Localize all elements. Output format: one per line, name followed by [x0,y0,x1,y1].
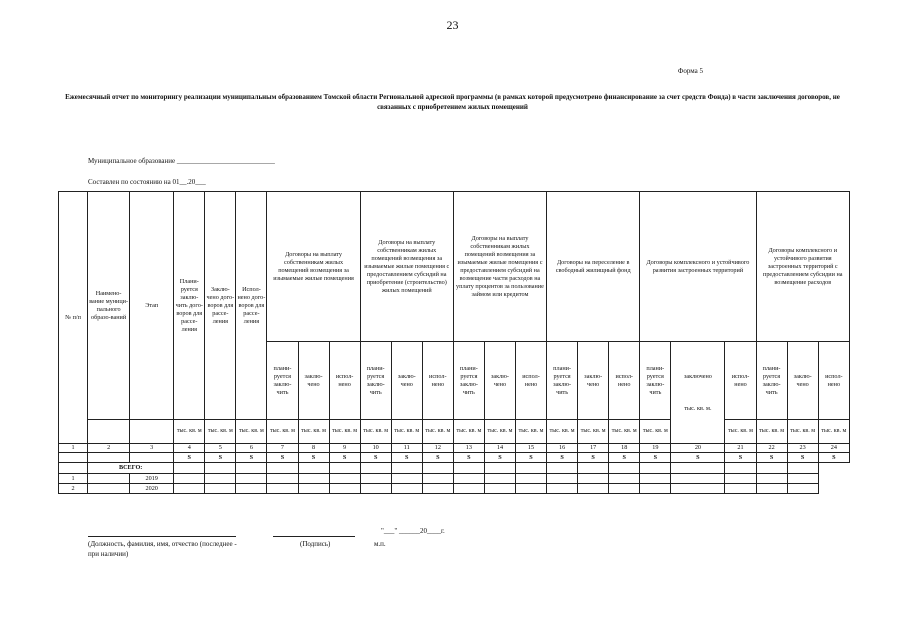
empty-cell [640,463,671,474]
empty-cell [267,463,298,474]
position-signature-line [88,536,236,537]
sym-cell: S [360,453,391,463]
sub-executed: испол-нено [515,342,546,420]
unit-cell: тыс. кв. м [515,420,546,444]
sub-planned: плани-руется заклю-чить [453,342,484,420]
sym-cell: S [205,453,236,463]
col-number: 23 [787,444,818,453]
unit-text: тыс. кв. м. [684,404,712,412]
sym-cell: S [329,453,360,463]
col-number: 14 [484,444,515,453]
empty-cell [298,484,329,494]
empty-cell [360,463,391,474]
sub-concluded: заклю-чено [484,342,515,420]
col-number: 16 [547,444,578,453]
sym-cell: S [756,453,787,463]
col-number: 17 [578,444,609,453]
col-number: 1 [59,444,88,453]
empty-cell [671,463,725,474]
unit-cell: тыс. кв. м [174,420,205,444]
col-number: 8 [298,444,329,453]
sym-cell: S [578,453,609,463]
sym-cell: S [818,453,849,463]
empty-cell [88,484,130,494]
sym-cell: S [422,453,453,463]
sym-cell: S [609,453,640,463]
unit-cell: тыс. кв. м [787,420,818,444]
row-stage: 2019 [130,474,174,484]
empty-cell [725,484,756,494]
sym-cell: S [453,453,484,463]
col-number: 7 [267,444,298,453]
date-field: "___" ______20____г. [381,527,445,535]
col-number: 11 [391,444,422,453]
empty-cell [174,484,205,494]
unit-cell: тыс. кв. м [547,420,578,444]
row-number: 1 [59,474,88,484]
header-group-4: Договоры на переселение в свободный жилищный фонд [547,192,640,342]
unit-cell: тыс. кв. м [453,420,484,444]
empty-cell [174,463,205,474]
unit-cell: тыс. кв. м [818,420,849,444]
sub-concluded: заклю-чено [391,342,422,420]
position-label-2: при наличии) [88,550,129,558]
unit-cell: тыс. кв. м [236,420,267,444]
empty-cell [787,474,818,484]
empty-cell [578,463,609,474]
empty-cell [453,463,484,474]
empty-cell [453,474,484,484]
empty-cell [547,474,578,484]
unit-cell: тыс. кв. м [267,420,298,444]
empty-cell [298,463,329,474]
empty-cell [360,474,391,484]
col-number: 21 [725,444,756,453]
sym-cell: S [267,453,298,463]
sub-planned: плани-руется заклю-чить [360,342,391,420]
sym-cell: S [725,453,756,463]
report-table [58,191,850,494]
sym-cell: S [174,453,205,463]
header-executed: Испол-нено дого-воров для рассе-ления [236,192,267,420]
empty-cell [205,474,236,484]
empty-cell [88,474,130,484]
sub-concluded: заклю-чено [298,342,329,420]
sub-planned: плани-руется заклю-чить [547,342,578,420]
sign-label: (Подпись) [300,540,331,548]
sym-cell: S [547,453,578,463]
municipality-line: Муниципальное образование ____________________________ [88,157,275,165]
empty-cell [391,484,422,494]
empty-cell [787,463,818,474]
empty-cell [236,484,267,494]
sub-executed: испол-нено [609,342,640,420]
unit-cell: тыс. кв. м [298,420,329,444]
empty-cell [640,474,671,484]
unit-cell: тыс. кв. м [609,420,640,444]
sub-planned: плани-руется заклю-чить [756,342,787,420]
col-number: 15 [515,444,546,453]
sub-executed: испол-нено [725,342,756,420]
sub-planned: плани-руется заклю-чить [267,342,298,420]
stamp-label: м.п. [374,540,386,548]
blank-cell [88,420,130,444]
empty-cell [422,484,453,494]
state-date-line: Составлен по состоянию на 01__.20___ [88,178,206,186]
col-number: 19 [640,444,671,453]
sub-concluded: заклю-чено [578,342,609,420]
sym-cell: S [236,453,267,463]
empty-cell [756,463,787,474]
sym-cell: S [298,453,329,463]
blank-cell [130,453,174,463]
unit-cell: тыс. кв. м [640,420,671,444]
col-number: 20 [671,444,725,453]
empty-cell [422,474,453,484]
unit-cell: тыс. кв. м [205,420,236,444]
sym-cell: S [484,453,515,463]
empty-cell [484,463,515,474]
col-number: 12 [422,444,453,453]
empty-cell [329,484,360,494]
empty-cell [267,474,298,484]
empty-cell [609,463,640,474]
empty-cell [236,474,267,484]
empty-cell [515,474,546,484]
empty-cell [360,484,391,494]
blank-cell [88,453,130,463]
unit-cell: тыс. кв. м [484,420,515,444]
empty-cell [578,474,609,484]
empty-cell [205,463,236,474]
unit-cell: тыс. кв. м [391,420,422,444]
blank-cell [59,463,88,474]
unit-cell: тыс. кв. м [360,420,391,444]
header-group-1: Договоры на выплату собственникам жилых помещений возмещения за изымаемые жилые помещения [267,192,360,342]
col-number: 9 [329,444,360,453]
empty-cell [547,463,578,474]
empty-cell [671,484,725,494]
empty-cell [236,463,267,474]
unit-cell: тыс. кв. м [756,420,787,444]
col-number: 18 [609,444,640,453]
header-group-3: Договоры на выплату собственникам жилых помещений возмещения за изымаемые жилые помещения с предоставлением субсидий на возмещение части расходов на уплату процентов за пользование займом или кредитом [453,192,546,342]
sub-planned: плани-руется заклю-чить [640,342,671,420]
col-number: 6 [236,444,267,453]
header-concluded: Заклю-чено дого-воров для рассе-ления [205,192,236,420]
header-group-2: Договоры на выплату собственникам жилых помещений возмещения за изымаемые жилые помещения с предоставлением субсидий на приобретение (строительство) жилых помещений [360,192,453,342]
empty-cell [578,484,609,494]
empty-cell [725,463,756,474]
header-group-5: Договоры комплексного и устойчивого развития застроенных территорий [640,192,756,342]
col-number: 4 [174,444,205,453]
sub-executed: испол-нено [422,342,453,420]
empty-cell [329,474,360,484]
col-number: 5 [205,444,236,453]
empty-cell [205,484,236,494]
row-stage: 2020 [130,484,174,494]
sym-cell: S [787,453,818,463]
report-title: Ежемесячный отчет по мониторингу реализации муниципальным образованием Томской области Региональной адресной программы (в рамках которой предусмотрено финансирование за счет средств Фонда) в части заключения договоров, не связанных с приобретением жилых помещений [65,93,840,111]
col-number: 10 [360,444,391,453]
sym-cell: S [671,453,725,463]
empty-cell [298,474,329,484]
header-stage: Этап [130,192,174,420]
header-planned: Плани-руется заклю-чить дого-воров для рассе-ления [174,192,205,420]
unit-cell: тыс. кв. м [578,420,609,444]
empty-cell [515,484,546,494]
header-name: Наимено-вание муници-пального образо-ваний [88,192,130,420]
empty-cell [453,484,484,494]
sym-cell: S [515,453,546,463]
total-label: ВСЕГО: [88,463,174,474]
col-number: 24 [818,444,849,453]
col-number: 22 [756,444,787,453]
col-number: 3 [130,444,174,453]
sym-cell: S [640,453,671,463]
unit-cell: тыс. кв. м [725,420,756,444]
empty-cell [422,463,453,474]
empty-cell [756,474,787,484]
empty-cell [515,463,546,474]
empty-cell [484,474,515,484]
row-number: 2 [59,484,88,494]
sub-concluded-text: заключено [683,372,712,380]
blank-cell [130,420,174,444]
unit-cell: тыс. кв. м [422,420,453,444]
sub-concluded-full [671,342,725,444]
empty-cell [484,484,515,494]
empty-cell [725,474,756,484]
unit-cell: тыс. кв. м [329,420,360,444]
empty-cell [391,474,422,484]
position-label: (Должность, фамилия, имя, отчество (последнее - [88,540,237,548]
empty-cell [267,484,298,494]
header-group-6: Договоры комплексного и устойчивого развития застроенных территорий с предоставлением субсидии на возмещение расходов [756,192,849,342]
empty-cell [609,474,640,484]
form-label: Форма 5 [677,67,703,75]
col-number: 13 [453,444,484,453]
col-number: 2 [88,444,130,453]
empty-cell [787,484,818,494]
blank-cell [59,453,88,463]
sym-cell: S [391,453,422,463]
empty-cell [329,463,360,474]
empty-cell [640,484,671,494]
empty-cell [609,484,640,494]
header-num: № п/п [59,192,88,444]
sign-line [273,536,355,537]
sub-concluded: заклю-чено [787,342,818,420]
empty-cell [174,474,205,484]
sub-executed: испол-нено [818,342,849,420]
empty-cell [671,474,725,484]
empty-cell [391,463,422,474]
empty-cell [547,484,578,494]
empty-cell [756,484,787,494]
page-number: 23 [446,18,459,32]
sub-executed: испол-нено [329,342,360,420]
